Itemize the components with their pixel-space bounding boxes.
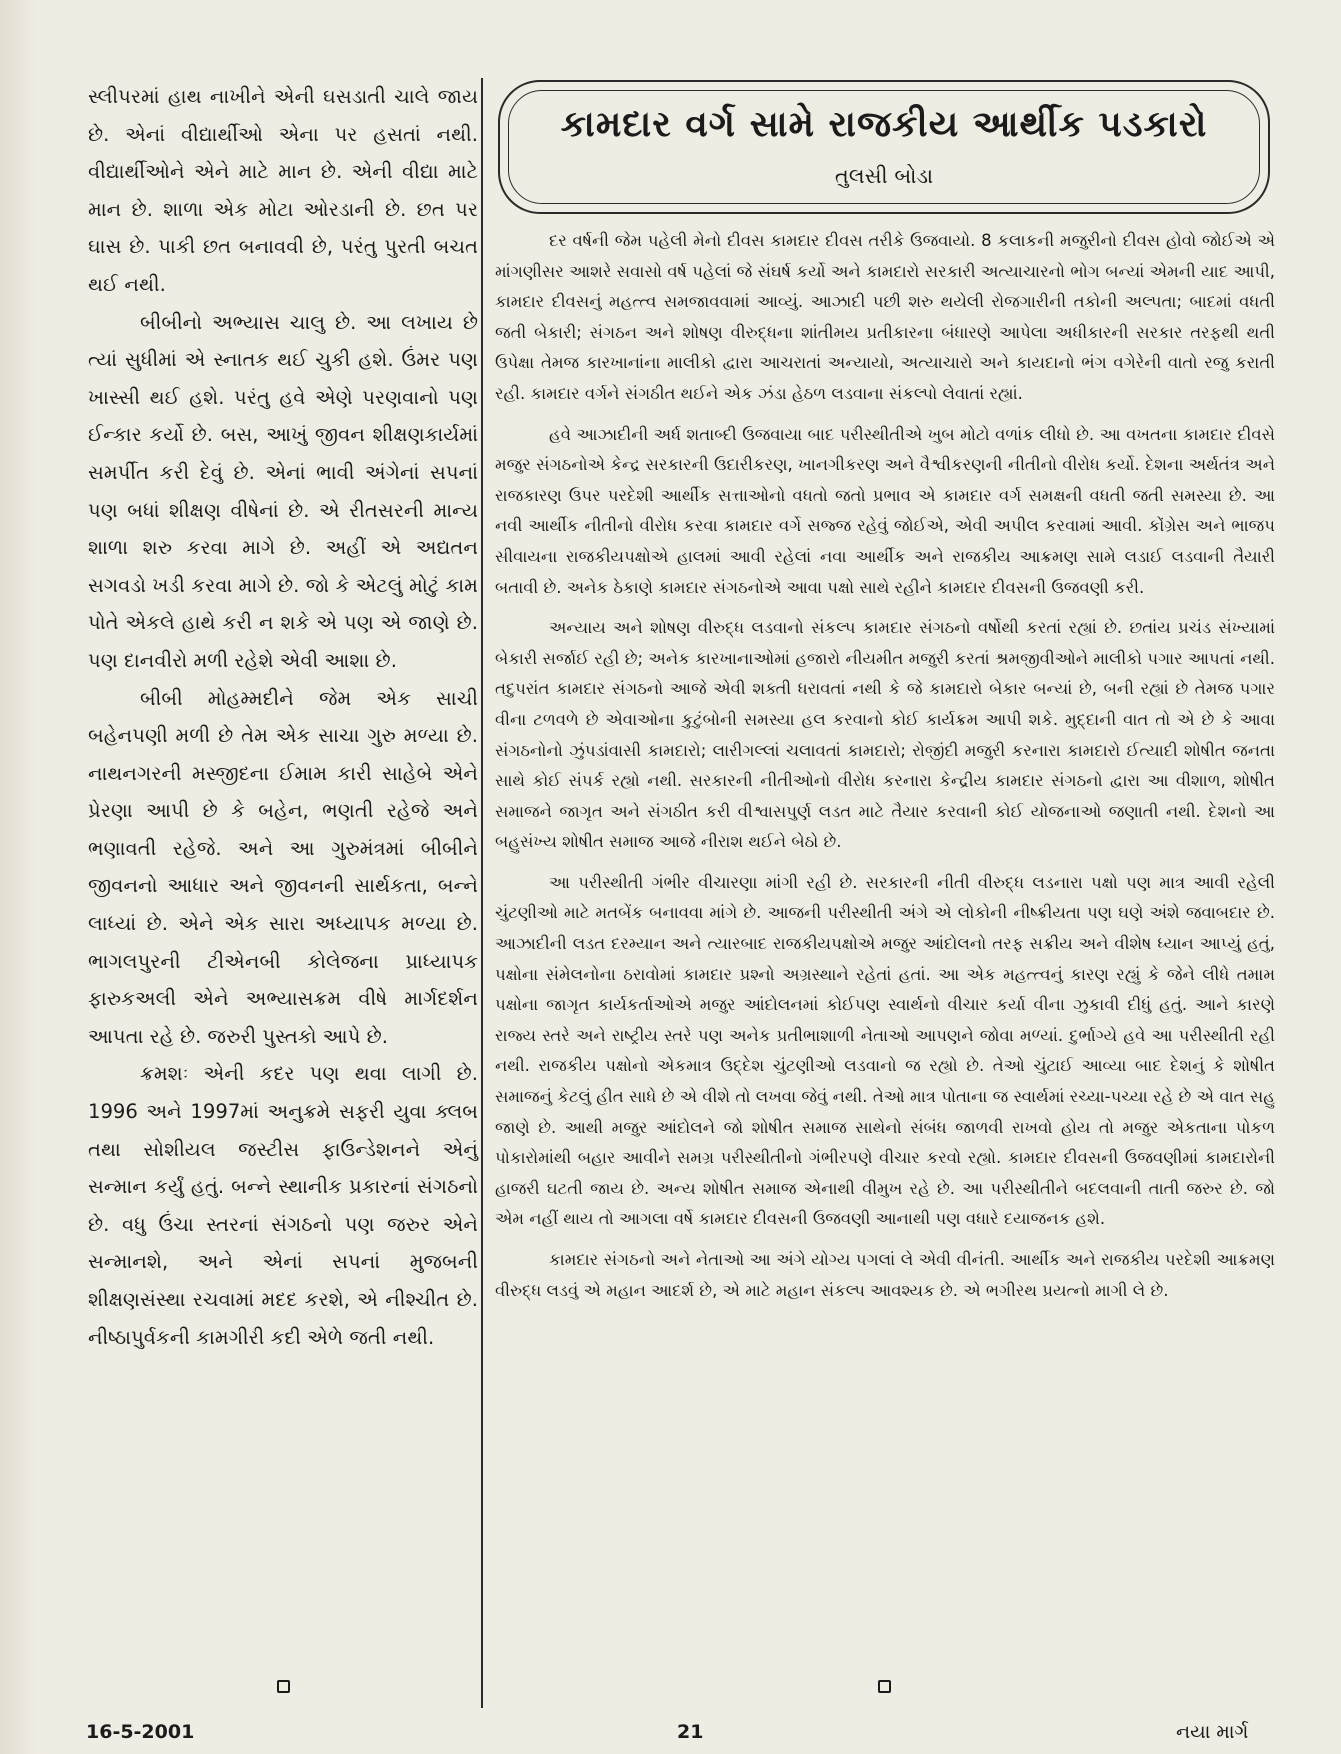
- page-binding-shadow: [0, 0, 38, 1754]
- publication-name: નયા માર્ગ: [1176, 1721, 1249, 1743]
- article-title-box: [498, 80, 1270, 214]
- article-author: તુલસી બોડા: [834, 164, 934, 188]
- issue-date: 16-5-2001: [86, 1721, 195, 1743]
- left-paragraph-2: બીબીનો અભ્યાસ ચાલુ છે. આ લખાય છે ત્યાં સુધીમાં એ સ્નાતક થઈ ચુકી હશે. ઉંમર પણ ખાસ્સી થઈ હશે. પરંતુ હવે એણે પરણવાનો પણ ઈન્કાર કર્યો છે. બસ, આખું જીવન શીક્ષણકાર્યમાં સમર્પીત કરી દેવું છે. એનાં ભાવી અંગેનાં સપનાં પણ બધાં શીક્ષણ વીષેનાં છે. એ રીતસરની માન્ય શાળા શરુ કરવા માગે છે. અહીં એ અદ્યતન સગવડો ખડી કરવા માગે છે. જો કે એટલું મોટું કામ પોતે એકલે હાથે કરી ન શકે એ પણ એ જાણે છે. પણ દાનવીરો મળી રહેશે એવી આશા છે.: [88, 310, 478, 672]
- page-number: 21: [677, 1721, 704, 1743]
- article-body: [495, 226, 1275, 1316]
- article-paragraph-2: હવે આઝાદીની અર્ધ શતાબ્દી ઉજવાયા બાદ પરીસ્થીતીએ ખુબ મોટો વળાંક લીધો છે. આ વખતના કામદાર દીવસે મજુર સંગઠનોએ કેન્દ્ર સરકારની ઉદારીકરણ, ખાનગીકરણ અને વૈશ્વીકરણની નીતીનો વીરોધ કર્યો. દેશના અર્થતંત્ર અને રાજકારણ ઉપર પરદેશી આર્થીક સત્તાઓનો વધતો જતો પ્રભાવ એ કામદાર વર્ગ સમક્ષની વધતી જતી સમસ્યા છે. આ નવી આર્થીક નીતીનો વીરોધ કરવા કામદાર વર્ગે સજ્જ રહેવું જોઈએ, એવી અપીલ કરવામાં આવી. કોંગ્રેસ અને ભાજપ સીવાયના રાજકીયપક્ષોએ હાલમાં આવી રહેલાં નવા આર્થીક અને રાજકીય આક્રમણ સામે લડાઈ લડવાની તૈયારી બતાવી છે. અનેક ઠેકાણે કામદાર સંગઠનોએ આવા પક્ષો સાથે રહીને કામદાર દીવસની ઉજવણી કરી.: [495, 424, 1275, 597]
- article-paragraph-1: દર વર્ષની જેમ પહેલી મેનો દીવસ કામદાર દીવસ તરીકે ઉજવાયો. 8 કલાકની મજુરીનો દીવસ હોવો જોઈએ એ માંગણીસર આશરે સવાસો વર્ષ પહેલાં જે સંઘર્ષ કર્યો અને કામદારો સરકારી અત્યાચારનો ભોગ બન્યાં એમની યાદ આપી, કામદાર દીવસનું મહત્ત્વ સમજાવવામાં આવ્યું. આઝાદી પછી શરુ થયેલી રોજગારીની તકોની અલ્પતા; બાદમાં વધતી જતી બેકારી; સંગઠન અને શોષણ વીરુદ્ધના શાંતીમય પ્રતીકારના બંધારણે આપેલા અધીકારની સરકાર તરફથી થતી ઉપેક્ષા તેમજ કારખાનાંના માલીકો દ્વારા આચરાતાં અન્યાયો, અત્યાચારો અને કાયદાનો ભંગ વગેરેની વાતો રજુ કરાતી રહી. કામદાર વર્ગને સંગઠીત થઈને એક ઝંડા હેઠળ લડવાના સંકલ્પો લેવાતાં રહ્યાં.: [495, 231, 1275, 403]
- column-divider: [481, 78, 483, 1708]
- left-article-end-mark: [277, 1680, 290, 1693]
- article-end-mark: [878, 1680, 891, 1693]
- left-column: [88, 78, 478, 1356]
- left-paragraph-1: સ્લીપરમાં હાથ નાખીને એની ઘસડાતી ચાલે જાય છે. એનાં વીદ્યાર્થીઓ એના પર હસતાં નથી. વીદ્યાર્થીઓને એને માટે માન છે. એની વીદ્યા માટે માન છે. શાળા એક મોટા ઓરડાની છે. છત પર ઘાસ છે. પાકી છત બનાવવી છે, પરંતુ પુરતી બચત થઈ નથી.: [88, 85, 478, 296]
- article-title: કામદાર વર્ગ સામે રાજકીય આર્થીક પડકારો: [560, 104, 1208, 145]
- article-paragraph-3: અન્યાય અને શોષણ વીરુદ્ધ લડવાનો સંકલ્પ કામદાર સંગઠનો વર્ષોથી કરતાં રહ્યાં છે. છતાંય પ્રચંડ સંખ્યામાં બેકારી સર્જાઈ રહી છે; અનેક કારખાનાઓમાં હજારો નીયમીત મજુરી કરતાં શ્રમજીવીઓને માલીકો પગાર આપતાં નથી. તદુપરાંત કામદાર સંગઠનો આજે એવી શક્તી ધરાવતાં નથી કે જે કામદારો બેકાર બન્યાં છે, બની રહ્યાં છે તેમજ પગાર વીના ટળવળે છે એવાઓના કુટુંબોની સમસ્યા હલ કરવાનો કોઈ કાર્યક્રમ આપી શકે. મુદ્દાની વાત તો એ છે કે આવા સંગઠનોનો ઝુંપડાંવાસી કામદારો; લારીગલ્લાં ચલાવતાં કામદારો; રોજીંદી મજુરી કરનારા કામદારો ઈત્યાદી શોષીત જનતા સાથે કોઈ સંપર્ક રહ્યો નથી. સરકારની નીતીઓનો વીરોધ કરનારા કેન્દ્રીય કામદાર સંગઠનો દ્વારા આ વીશાળ, શોષીત સમાજને જાગૃત અને સંગઠીત કરી વીશ્વાસપુર્ણ લડત માટે તૈયાર કરવાની કોઈ યોજનાઓ જણાતી નથી. દેશનો આ બહુસંખ્ય શોષીત સમાજ આજે નીરાશ થઈને બેઠો છે.: [495, 618, 1275, 852]
- left-paragraph-3: બીબી મોહમ્મદીને જેમ એક સાચી બહેનપણી મળી છે તેમ એક સાચા ગુરુ મળ્યા છે. નાથનગરની મસ્જીદના ઈમામ કારી સાહેબે એને પ્રેરણા આપી છે કે બહેન, ભણતી રહેજે અને ભણાવતી રહેજે. અને આ ગુરુમંત્રમાં બીબીને જીવનનો આધાર અને જીવનની સાર્થકતા, બન્ને લાધ્યાં છે. એને એક સારા અધ્યાપક મળ્યા છે. ભાગલપુરની ટીએનબી કોલેજના પ્રાધ્યાપક ફારુકઅલી એને અભ્યાસક્રમ વીષે માર્ગદર્શન આપતા રહે છે. જરુરી પુસ્તકો આપે છે.: [88, 686, 478, 1048]
- article-paragraph-5: કામદાર સંગઠનો અને નેતાઓ આ અંગે યોગ્ય પગલાં લે એવી વીનંતી. આર્થીક અને રાજકીય પરદેશી આક્રમણ વીરુદ્ધ લડવું એ મહાન આદર્શ છે, એ માટે મહાન સંકલ્પ આવશ્યક છે. એ ભગીરથ પ્રયત્નો માગી લે છે.: [495, 1250, 1275, 1300]
- left-paragraph-4: ક્રમશઃ એની કદર પણ થવા લાગી છે. 1996 અને 1997માં અનુક્રમે સફરી યુવા ક્લબ તથા સોશીયલ જસ્ટીસ ફાઉન્ડેશનને એનું સન્માન કર્યું હતું. બન્ને સ્થાનીક પ્રકારનાં સંગઠનો છે. વધુ ઉંચા સ્તરનાં સંગઠનો પણ જરુર એને સન્માનશે, અને એનાં સપનાં મુજબની શીક્ષણસંસ્થા રચવામાં મદદ કરશે, એ નીશ્ચીત છે. નીષ્ઠાપુર્વકની કામગીરી કદી એળે જતી નથી.: [88, 1062, 478, 1349]
- article-paragraph-4: આ પરીસ્થીતી ગંભીર વીચારણા માંગી રહી છે. સરકારની નીતી વીરુદ્ધ લડનારા પક્ષો પણ માત્ર આવી રહેલી ચુંટણીઓ માટે મતબેંક બનાવવા માંગે છે. આજની પરીસ્થીતી અંગે એ લોકોની નીષ્ક્રીયતા પણ ઘણે અંશે જવાબદાર છે. આઝાદીની લડત દરમ્યાન અને ત્યારબાદ રાજકીયપક્ષોએ મજુર આંદોલનો તરફ સક્રીય અને વીશેષ ધ્યાન આપ્યું હતું, પક્ષોના સંમેલનોના ઠરાવોમાં કામદાર પ્રશ્નો અગ્રસ્થાને રહેતાં હતાં. આ એક મહત્ત્વનું કારણ રહ્યું કે જેને લીધે તમામ પક્ષોના જાગૃત કાર્યકર્તાઓએ મજુર આંદોલનમાં કોઈપણ સ્વાર્થનો વીચાર કર્યા વીના ઝુકાવી દીધું હતું. આને કારણે રાજ્ય સ્તરે અને રાષ્ટ્રીય સ્તરે પણ અનેક પ્રતીભાશાળી નેતાઓ આપણને જોવા મળ્યાં. દુર્ભાગ્યે હવે આ પરીસ્થીતી રહી નથી. રાજકીય પક્ષોનો એકમાત્ર ઉદ્દેશ ચુંટણીઓ લડવાનો જ રહ્યો છે. તેઓ ચુંટાઈ આવ્યા બાદ દેશનું કે શોષીત સમાજનું કેટલું હીત સાધે છે એ વીશે તો લખવા જેવું નથી. તેઓ માત્ર પોતાના જ સ્વાર્થમાં રચ્યા-પચ્યા રહે છે એ વાત સહુ જાણે છે. આથી મજુર આંદોલને જો શોષીત સમાજ સાથેનો સંબંધ જાળવી રાખવો હોય તો મજુર એકતાના પોકળ પોકારોમાંથી બહાર આવીને સમગ્ર પરીસ્થીતીનો ગંભીરપણે વીચાર કરવો રહ્યો. કામદાર દીવસની ઉજવણીમાં કામદારોની હાજરી ઘટતી જાય છે. અન્ય શોષીત સમાજ એનાથી વીમુખ રહે છે. આ પરીસ્થીતીને બદલવાની તાતી જરુર છે. જો એમ નહીં થાય તો આગલા વર્ષે કામદાર દીવસની ઉજવણી આનાથી પણ વધારે દયાજનક હશે.: [495, 872, 1276, 1229]
